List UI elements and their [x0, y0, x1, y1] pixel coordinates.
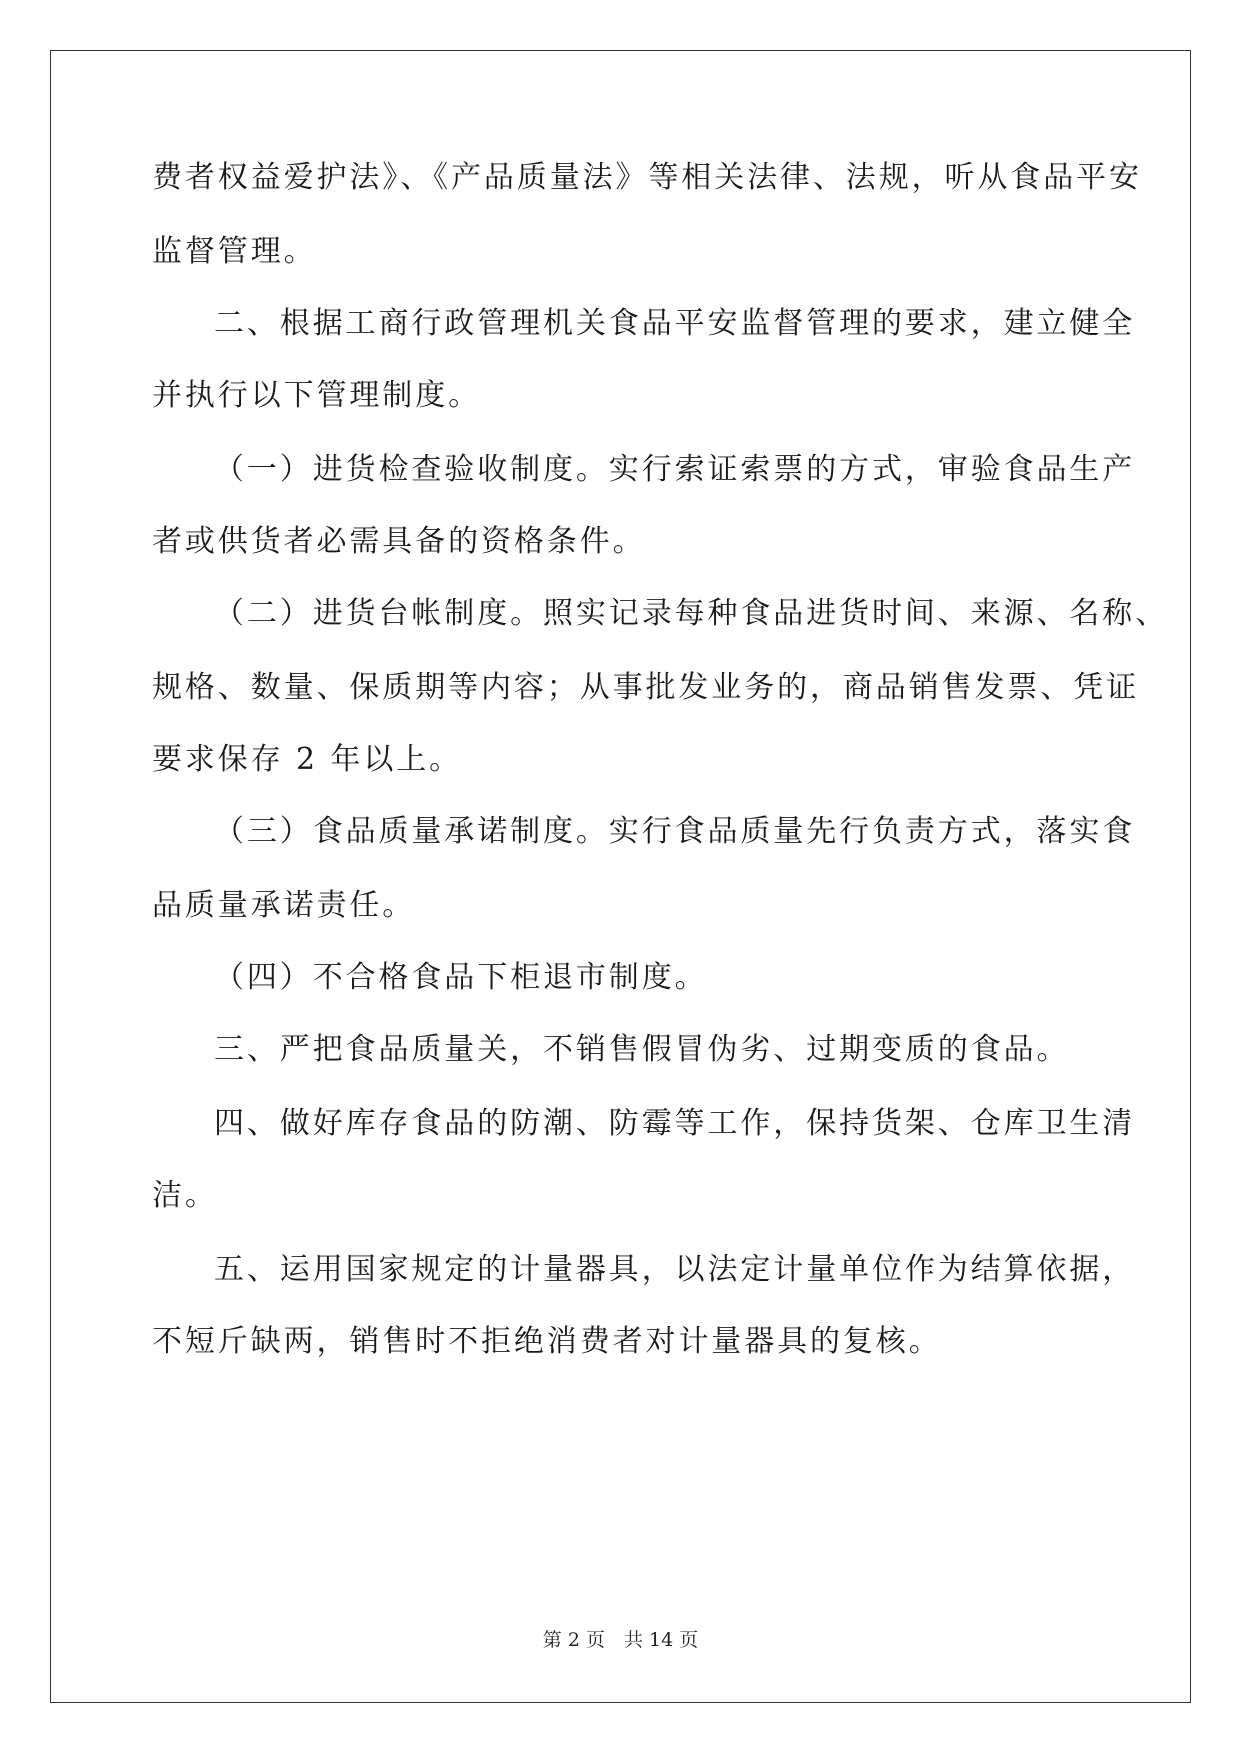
text-line: 不短斤缺两，销售时不拒绝消费者对计量器具的复核。 [152, 1324, 942, 1359]
paragraph-line: 三、严把食品质量关，不销售假冒伪劣、过期变质的食品。 [214, 1032, 1070, 1067]
text-line: 品质量承诺责任。 [152, 888, 416, 923]
text-line: 要求保存 2 年以上。 [152, 742, 463, 777]
paragraph-line: （四）不合格食品下柜退市制度。 [214, 960, 708, 995]
text-line: 洁。 [152, 1178, 218, 1213]
text-line: 者或供货者必需具备的资格条件。 [152, 524, 646, 559]
text-line: 并执行以下管理制度。 [152, 378, 481, 413]
paragraph-line: （一）进货检查验收制度。实行索证索票的方式，审验食品生产 [214, 452, 1136, 487]
text-line: 费者权益爱护法》、《产品质量法》等相关法律、法规，听从食品平安 [152, 160, 1142, 195]
paragraph-line: 四、做好库存食品的防潮、防霉等工作，保持货架、仓库卫生清 [214, 1106, 1136, 1141]
page-border [50, 50, 1191, 1703]
paragraph-line: （二）进货台帐制度。照实记录每种食品进货时间、来源、名称、 [214, 596, 1169, 631]
paragraph-line: 二、根据工商行政管理机关食品平安监督管理的要求，建立健全 [214, 306, 1136, 341]
page-number-footer: 第 2 页 共 14 页 [542, 1629, 699, 1651]
text-line: 规格、数量、保质期等内容；从事批发业务的，商品销售发票、凭证 [152, 670, 1139, 705]
paragraph-line: 五、运用国家规定的计量器具，以法定计量单位作为结算依据， [214, 1252, 1136, 1287]
text-line: 监督管理。 [152, 234, 317, 269]
paragraph-line: （三）食品质量承诺制度。实行食品质量先行负责方式，落实食 [214, 814, 1136, 849]
